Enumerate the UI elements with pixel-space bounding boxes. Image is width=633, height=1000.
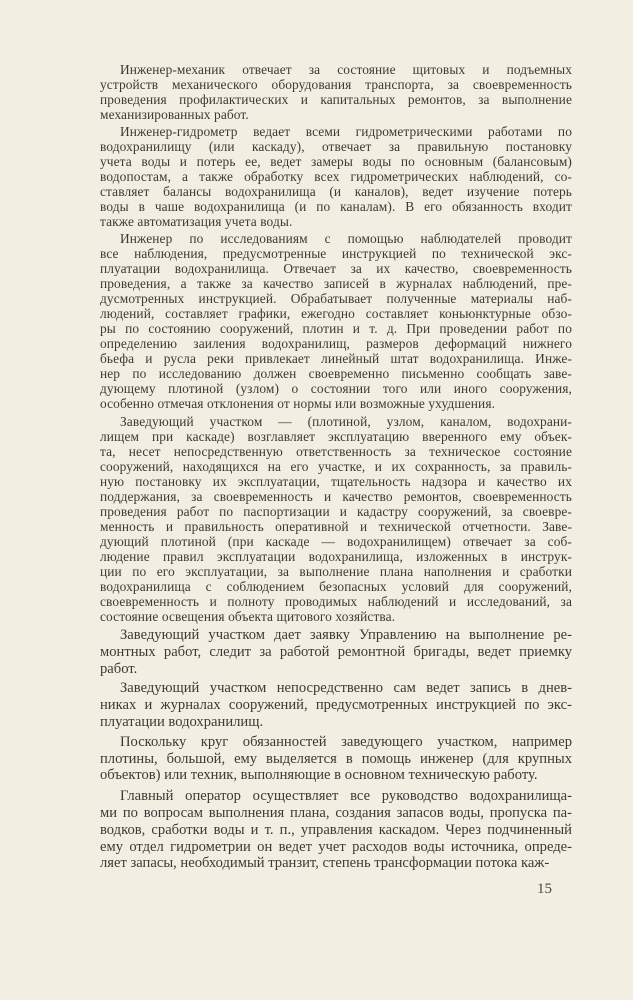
text-line: Поскольку круг обязанностей заведующего участком, например [120,733,572,750]
text-line: водохранилища с соблюдением безопасных условий для сооружений, [100,579,572,594]
text-body [100,62,572,872]
text-line: Инженер по исследованиям с помощью наблюдателей проводит [120,231,572,246]
text-line: проведения работ по паспортизации и кадастру сооружений, за своевре- [100,504,572,519]
text-line: нер по исследованию должен своевременно письменно сообщать заве- [100,366,572,381]
text-line: Инженер-механик отвечает за состояние щитовых и подъемных [120,62,572,77]
text-line: плуатации водохранилищ. [100,713,264,730]
text-line: состояние освещения объекта щитового хозяйства. [100,609,396,624]
page-number: 15 [537,881,552,898]
paragraph [100,231,572,411]
text-line: проведения, а также за качество записей в журналах наблюдений, пре- [100,276,572,291]
text-line: Заведующий участком непосредственно сам ведет запись в днев- [120,680,572,697]
paragraph [100,627,572,677]
text-line: учета воды и потерь ее, ведет замеры воды по основным (балансовым) [100,154,572,169]
text-line: ную постановку их эксплуатации, тщательность надзора и качество их [100,474,572,489]
text-line: монтных работ, следит за работой ремонтной бригады, ведет приемку [100,643,572,660]
text-line: дусмотренных инструкцией. Обрабатывает полученные материалы наб- [100,291,572,306]
text-line: также автоматизация учета воды. [100,214,293,229]
paragraph [100,680,572,730]
text-line: определению заиления водохранилищ, размеров деформаций нижнего [100,336,572,351]
text-line: водков, сработки воды и т. п., управления каскадом. Через подчиненный [100,821,572,838]
text-line: устройств механического оборудования транспорта, за своевременность [100,77,572,92]
text-line: дующий плотиной (при каскаде — водохранилищем) отвечает за соб- [100,534,572,549]
text-line: водохранилищу (или каскаду), отвечает за правильную постановку [100,139,572,154]
text-line: сооружений, находящихся на его участке, и их сохранность, за правиль- [100,459,572,474]
text-line: плуатации водохранилища. Отвечает за их качество, своевременность [100,261,572,276]
text-line: лищем при каскаде) возглавляет эксплуатацию вверенного ему объек- [100,429,572,444]
text-line: людение правил эксплуатации водохранилища, изложенных в инструк- [100,549,572,564]
text-line: Инженер-гидрометр ведает всеми гидрометрическими работами по [120,124,572,139]
text-line: ции по его эксплуатации, за выполнение плана наполнения и сработки [100,564,572,579]
text-line: та, несет непосредственную ответственность за техническое состояние [100,444,572,459]
text-line: объектов) или техник, выполняющие в основном техническую работу. [100,767,538,784]
text-line: поддержания, за своевременность и качество ремонтов, своевременность [100,489,572,504]
text-line: менность и правильность оперативной и технической отчетности. Заве- [100,519,572,534]
text-line: Главный оператор осуществляет все руководство водохранилища- [120,788,572,805]
text-line: ему отдел гидрометрии он ведет учет расходов воды источника, опреде- [100,838,572,855]
text-line: работ. [100,660,138,677]
text-line: ставляет балансы водохранилища (и каналов), ведет изучение потерь [100,184,572,199]
text-line: проведения профилактических и капитальных ремонтов, за выполнение [100,92,572,107]
paragraph [100,124,572,229]
paragraph [100,414,572,624]
text-line: ми по вопросам выполнения плана, создания запасов воды, пропуска па- [100,804,572,821]
text-line: дующему плотиной (узлом) о состоянии того или иного сооружения, [100,381,572,396]
paragraph [100,62,572,122]
text-line: ляет запасы, необходимый транзит, степень трансформации потока каж- [100,855,550,872]
paragraph [100,788,572,872]
paragraph [100,734,572,784]
text-line: Заведующий участком — (плотиной, узлом, каналом, водохрани- [120,414,572,429]
text-line: плотины, большой, ему выделяется в помощь инженер (для крупных [100,750,572,767]
text-line: людений, составляет графики, ежегодно составляет коньюнктурные обзо- [100,306,572,321]
text-line: водопостам, а также обработку всех гидрометрических наблюдений, со- [100,169,572,184]
text-line: Заведующий участком дает заявку Управлению на выполнение ре- [120,627,572,643]
page-body [100,62,572,898]
text-line: все наблюдения, предусмотренные инструкцией по технической экс- [100,246,572,261]
text-line: особенно отмечая отклонения от нормы или возможные ухудшения. [100,396,496,411]
text-line: бьефа и русла реки привлекает линейный штат водохранилища. Инже- [100,351,572,366]
text-line: воды в чаше водохранилища (и по каналам). В его обязанность входит [100,199,572,214]
text-line: своевременность и полноту проводимых наблюдений и исследований, за [100,594,572,609]
text-line: ры по состоянию сооружений, плотин и т. д. При проведении работ по [100,321,572,336]
text-line: никах и журналах сооружений, предусмотренных инструкцией по экс- [100,697,572,714]
text-line: механизированных работ. [100,107,249,122]
